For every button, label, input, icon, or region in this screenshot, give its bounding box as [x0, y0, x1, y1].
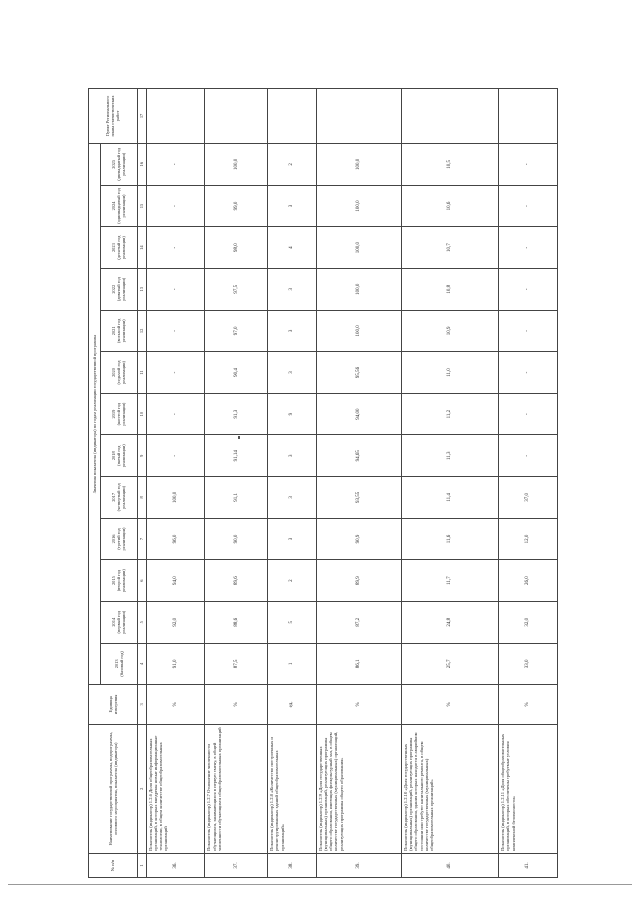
- stat-plan-item: [268, 89, 317, 144]
- header-year-value: 2022: [111, 284, 117, 294]
- indicator-value: 98,0: [205, 227, 268, 269]
- indicator-value: 12,0: [499, 518, 558, 560]
- indicator-value: -: [146, 352, 205, 394]
- header-year-value: 2014: [111, 617, 117, 627]
- header-unit: Единица измерения: [89, 685, 138, 724]
- header-stat-plan: Пункт Регионального плана статистических работ: [89, 89, 138, 144]
- header-year-value: 2024: [111, 201, 117, 211]
- indicator-value: 11,4: [401, 477, 498, 519]
- indicator-value: 11,6: [401, 518, 498, 560]
- indicator-value: -: [146, 268, 205, 310]
- column-number: 6: [137, 560, 146, 602]
- indicator-value: 91,0: [146, 643, 205, 685]
- indicator-value: 90,4: [205, 352, 268, 394]
- column-number: 11: [137, 352, 146, 394]
- indicator-value: 97,5: [205, 268, 268, 310]
- header-year-2022: [101, 268, 137, 310]
- header-year-value: 2019: [111, 409, 117, 419]
- indicator-value: 10,6: [401, 185, 498, 227]
- header-year-value: 2013: [113, 659, 119, 669]
- column-number: 5: [137, 601, 146, 643]
- indicator-value: 95,56: [316, 352, 401, 394]
- indicator-name: Показатель (индикатор) 1.2.6 Доля общеобразовательных организаций, в которых внедрены новые информационные технологии, в общем количестве общеобразовательных организаций: [146, 724, 205, 853]
- indicator-value: 5: [268, 601, 317, 643]
- header-year-note: (четвертый год реализации): [116, 483, 127, 512]
- indicator-value: 1: [268, 643, 317, 685]
- indicator-value: 96,0: [146, 518, 205, 560]
- header-year-2021: [101, 310, 137, 352]
- indicator-value: 33,0: [499, 643, 558, 685]
- indicator-value: -: [146, 435, 205, 477]
- stat-plan-item: [146, 89, 205, 144]
- header-year-value: 2017: [111, 492, 117, 502]
- indicator-value: 24,8: [401, 601, 498, 643]
- indicator-name: Показатель (индикатор) 1.2.7 Отношение численности обучающихся, занимающихся в первую смену, в общей численности обучающихся общеобразовательных организаций: [205, 724, 268, 853]
- indicator-value: 11,2: [401, 393, 498, 435]
- indicator-value: 2: [268, 560, 317, 602]
- indicator-value: 10,9: [401, 310, 498, 352]
- column-number: 12: [137, 310, 146, 352]
- rotated-table: [88, 88, 558, 878]
- indicator-value: 94,0: [146, 560, 205, 602]
- indicator-value: 92,0: [146, 601, 205, 643]
- header-year-2015: [101, 560, 137, 602]
- table-row: [499, 89, 558, 878]
- indicator-unit: %: [499, 685, 558, 724]
- header-year-2023: [101, 227, 137, 269]
- indicator-value: 10,7: [401, 227, 498, 269]
- indicator-value: 3: [268, 268, 317, 310]
- indicators-table: [88, 88, 558, 878]
- header-year-2024: [101, 185, 137, 227]
- header-year-value: 2023: [111, 243, 117, 253]
- indicator-value: -: [146, 185, 205, 227]
- indicator-value: 90,0: [205, 518, 268, 560]
- indicator-value: 37,0: [499, 477, 558, 519]
- column-number: 3: [137, 685, 146, 724]
- indicator-value: 90,9: [316, 518, 401, 560]
- header-year-value: 2018: [111, 451, 117, 461]
- header-year-note: (шестой год реализации): [116, 402, 127, 426]
- column-number: 15: [137, 185, 146, 227]
- stat-plan-item: [401, 89, 498, 144]
- indicator-value: 9: [268, 393, 317, 435]
- indicator-value: 10,5: [401, 143, 498, 185]
- table-row: [316, 89, 401, 878]
- column-number: 7: [137, 518, 146, 560]
- indicator-name: Показатель (индикатор) 1.2.8 «Количество построенных и реконструированных зданий общеобразовательных организаций»: [268, 724, 317, 853]
- header-year-value: 2021: [111, 326, 117, 336]
- indicator-name: Показатель (индикатор) 1.2.10 «Доля государственных (муниципальных) организаций, реализующих программы общего образования, здания которых находятся в аварийном состоянии или требуют капитального ремонта, в общем количестве государственных (муниципальных) общеобразовательных организаций»: [401, 724, 498, 853]
- row-number: 36.: [146, 853, 205, 877]
- column-number: 13: [137, 268, 146, 310]
- indicator-value: -: [499, 268, 558, 310]
- indicator-value: -: [499, 435, 558, 477]
- header-year-note: (десятый год реализации): [116, 235, 127, 260]
- header-group-title: Значения показателя (индикатора) по годам реализации государственной программы: [89, 143, 101, 684]
- header-year-value: 2020: [111, 368, 117, 377]
- indicator-value: 11,7: [401, 560, 498, 602]
- indicator-value: 87,2: [316, 601, 401, 643]
- header-year-note: (второй год реализации): [116, 569, 127, 593]
- header-year-2017: [101, 477, 137, 519]
- rotated-table-area: [88, 88, 558, 878]
- indicator-value: 25,7: [401, 643, 498, 685]
- stat-plan-item: [205, 89, 268, 144]
- indicator-value: 91,1: [205, 477, 268, 519]
- indicator-unit: %: [401, 685, 498, 724]
- header-year-value: 2015: [111, 576, 117, 586]
- header-year-2019: [101, 393, 137, 435]
- indicator-value: 94,65: [316, 435, 401, 477]
- header-year-2018: [101, 435, 137, 477]
- column-number: 4: [137, 643, 146, 685]
- indicator-value: 11,0: [401, 352, 498, 394]
- header-year-2025: [101, 143, 137, 185]
- row-number: 40.: [401, 853, 498, 877]
- indicator-value: 100,0: [316, 268, 401, 310]
- header-year-note: (пятый год реализации): [116, 444, 127, 468]
- indicator-value: 94,00: [316, 393, 401, 435]
- indicator-value: -: [146, 227, 205, 269]
- indicator-value: 100,0: [316, 143, 401, 185]
- row-number: 37.: [205, 853, 268, 877]
- indicator-value: 3: [268, 477, 317, 519]
- indicator-value: 10,8: [401, 268, 498, 310]
- indicator-value: 2: [268, 143, 317, 185]
- indicator-unit: ед.: [268, 685, 317, 724]
- header-year-value: 2016: [111, 534, 117, 544]
- indicator-value: 93,55: [316, 477, 401, 519]
- indicator-value: 3: [268, 352, 317, 394]
- table-row: [268, 89, 317, 878]
- bottom-rule: [8, 884, 632, 885]
- column-number: 10: [137, 393, 146, 435]
- stat-plan-item: [316, 89, 401, 144]
- indicator-value: 3: [268, 310, 317, 352]
- indicator-value: 3: [268, 518, 317, 560]
- header-no: № п/п: [89, 853, 138, 877]
- header-year-note: (базовый год): [118, 651, 124, 677]
- header-year-note: (первый год реализации): [116, 610, 127, 634]
- header-year-2014: [101, 601, 137, 643]
- row-number: 41.: [499, 853, 558, 877]
- row-number: 38.: [268, 853, 317, 877]
- header-year-note: (третий год реализации): [116, 527, 127, 551]
- indicator-value: 100,0: [146, 477, 205, 519]
- indicator-value: 89,6: [205, 560, 268, 602]
- indicator-value: 99,0: [205, 185, 268, 227]
- indicator-value: -: [499, 393, 558, 435]
- header-year-note: (девятый год реализации): [116, 277, 127, 302]
- indicator-value: 91,3: [205, 393, 268, 435]
- column-number: 17: [137, 89, 146, 144]
- indicator-name: Показатель (индикатор) 1.2.11 «Доля общеобразовательных организаций, в которых обеспечены требуемые условия комплексной безопасности»: [499, 724, 558, 853]
- header-year-2016: [101, 518, 137, 560]
- header-name: Наименование государственной программы, подпрограммы, основного мероприятия, показателя (индикатора): [89, 724, 138, 853]
- column-number: 8: [137, 477, 146, 519]
- indicator-value: -: [146, 310, 205, 352]
- header-year-note: (одиннадцатый год реализации): [116, 188, 127, 224]
- indicator-value: 100,0: [316, 310, 401, 352]
- column-number: 9: [137, 435, 146, 477]
- indicator-value: 88,6: [205, 601, 268, 643]
- indicator-value: -: [499, 310, 558, 352]
- indicator-value: 100,0: [205, 143, 268, 185]
- indicator-value: 100,0: [316, 227, 401, 269]
- indicator-value: 87,5: [205, 643, 268, 685]
- indicator-value: 32,0: [499, 601, 558, 643]
- row-number: 39.: [316, 853, 401, 877]
- indicator-value: 26,0: [499, 560, 558, 602]
- indicator-value: 86,1: [316, 643, 401, 685]
- header-year-note: (двенадцатый год реализации): [116, 147, 127, 181]
- column-number: 14: [137, 227, 146, 269]
- table-row: [146, 89, 205, 878]
- indicator-value: 3: [268, 435, 317, 477]
- indicator-value: -: [499, 143, 558, 185]
- column-number: 1: [137, 853, 146, 877]
- column-number: 16: [137, 143, 146, 185]
- indicator-value: -: [499, 352, 558, 394]
- column-number: 2: [137, 724, 146, 853]
- indicator-name: Показатель (индикатор) 1.2.9 «Доля государственных (муниципальных) организаций, реализующих программы общего образования, имеющих физкультурный зал, в общем количестве государственных (муниципальных) организаций, реализующих программы общего образования»: [316, 724, 401, 853]
- stat-plan-item: [499, 89, 558, 144]
- indicator-value: 91,14: [205, 435, 268, 477]
- indicator-value: -: [499, 227, 558, 269]
- table-row: [205, 89, 268, 878]
- indicator-value: 100,0: [316, 185, 401, 227]
- indicator-value: -: [499, 185, 558, 227]
- indicator-value: -: [146, 393, 205, 435]
- header-year-2013: [101, 643, 137, 685]
- indicator-value: 4: [268, 227, 317, 269]
- indicator-value: 89,9: [316, 560, 401, 602]
- indicator-value: 11,3: [401, 435, 498, 477]
- header-year-note: (седьмой год реализации): [116, 360, 127, 385]
- header-year-2020: [101, 352, 137, 394]
- indicator-unit: %: [146, 685, 205, 724]
- indicator-unit: %: [316, 685, 401, 724]
- indicator-value: 3: [268, 185, 317, 227]
- header-year-value: 2025: [111, 159, 117, 169]
- indicator-value: -: [146, 143, 205, 185]
- indicator-value: 97,0: [205, 310, 268, 352]
- indicator-unit: %: [205, 685, 268, 724]
- table-row: [401, 89, 498, 878]
- header-year-note: (восьмой год реализации): [116, 318, 127, 343]
